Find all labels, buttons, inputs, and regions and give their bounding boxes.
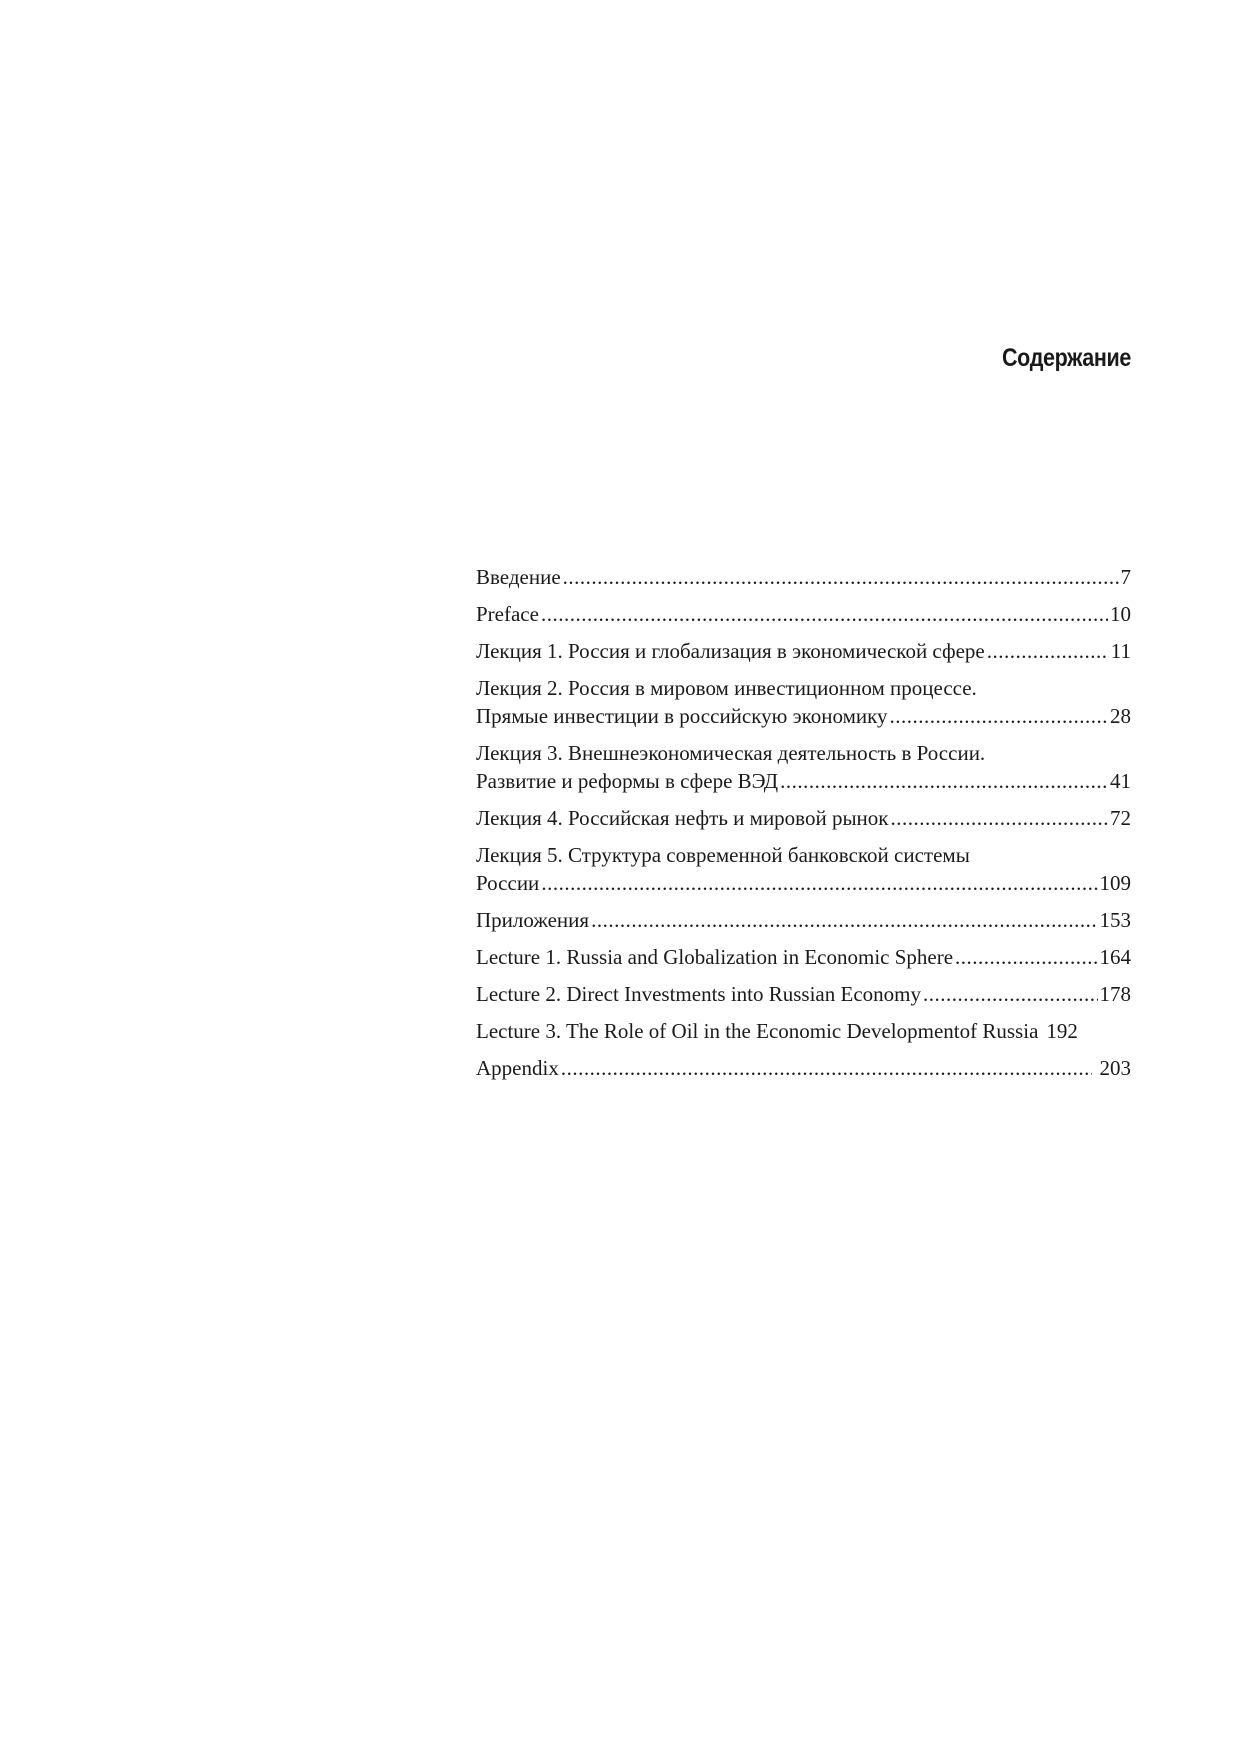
toc-entry-title: Введение [476,565,561,589]
toc-page-number: 153 [1099,908,1131,932]
toc-entry-lecture-1-en[interactable] [476,943,1131,971]
toc-page-number: 41 [1110,769,1131,793]
toc-line [476,767,1131,795]
toc-line [476,943,1131,971]
toc-page-number: 7 [1120,565,1131,589]
toc-line [476,637,1131,665]
toc-entry-title-line-1: Лекция 2. Россия в мировом инвестиционном процессе. [476,676,977,700]
toc-line [476,1054,1131,1082]
toc-page-number: 203 [1099,1056,1131,1080]
toc-page-number: 72 [1110,806,1131,830]
toc-entry-title: Лекция 4. Российская нефть и мировой рынок [476,806,889,830]
toc-entry-lecture-4[interactable] [476,804,1131,832]
toc-line [476,869,1131,897]
dot-leader [541,600,1108,628]
toc-entry-lecture-3-en[interactable] [476,1017,1131,1045]
toc-entry-appendices-ru[interactable] [476,906,1131,934]
toc-entry-title: Lecture 1. Russia and Globalization in Economic Sphere [476,945,954,969]
toc-entry-lecture-5[interactable] [476,841,1131,897]
toc-entry-title: Лекция 1. Россия и глобализация в экономической сфере [476,639,985,663]
table-of-contents [476,563,1131,1091]
dot-leader [541,869,1097,897]
toc-entry-title: России [476,871,540,895]
toc-entry-title: Развитие и реформы в сфере ВЭД [476,769,779,793]
toc-entry-introduction[interactable] [476,563,1131,591]
toc-entry-appendix-en[interactable] [476,1054,1131,1082]
toc-page-number: 11 [1110,639,1131,663]
dot-leader [561,1054,1092,1082]
dot-leader [591,906,1097,934]
toc-page-number: 164 [1099,945,1131,969]
toc-line [476,702,1131,730]
toc-entry-lecture-2-en[interactable] [476,980,1131,1008]
toc-entry-title: Lecture 3. The Role of Oil in the Economic Developmentof Russia [476,1019,1039,1043]
toc-page-number: 28 [1110,704,1131,728]
toc-page-number: 192 [1046,1019,1078,1043]
toc-line [476,600,1131,628]
dot-leader [955,943,1097,971]
toc-entry-preface[interactable] [476,600,1131,628]
toc-entry-lecture-1[interactable] [476,637,1131,665]
toc-entry-title: Прямые инвестиции в российскую экономику [476,704,888,728]
dot-leader [780,767,1108,795]
toc-page-number: 109 [1099,871,1131,895]
toc-page-number: 178 [1099,982,1131,1006]
toc-line [476,1017,1131,1045]
toc-entry-title: Приложения [476,908,590,932]
dot-leader [987,637,1109,665]
dot-leader [563,563,1119,591]
toc-entry-title: Preface [476,602,539,626]
toc-entry-title-line-1: Лекция 3. Внешнеэкономическая деятельность в России. [476,741,986,765]
toc-entry-title: Appendix [476,1056,559,1080]
toc-entry-title-line-1: Лекция 5. Структура современной банковской системы [476,843,970,867]
dot-leader [923,980,1098,1008]
toc-line [476,563,1131,591]
toc-entry-lecture-3[interactable] [476,739,1131,795]
toc-line [476,980,1131,1008]
toc-line [476,804,1131,832]
toc-page-number: 10 [1110,602,1131,626]
dot-leader [890,702,1109,730]
toc-entry-title: Lecture 2. Direct Investments into Russian Economy [476,982,921,1006]
toc-entry-lecture-2[interactable] [476,674,1131,730]
dot-leader [891,804,1109,832]
page-title: Содержание [1001,344,1131,372]
toc-line [476,906,1131,934]
